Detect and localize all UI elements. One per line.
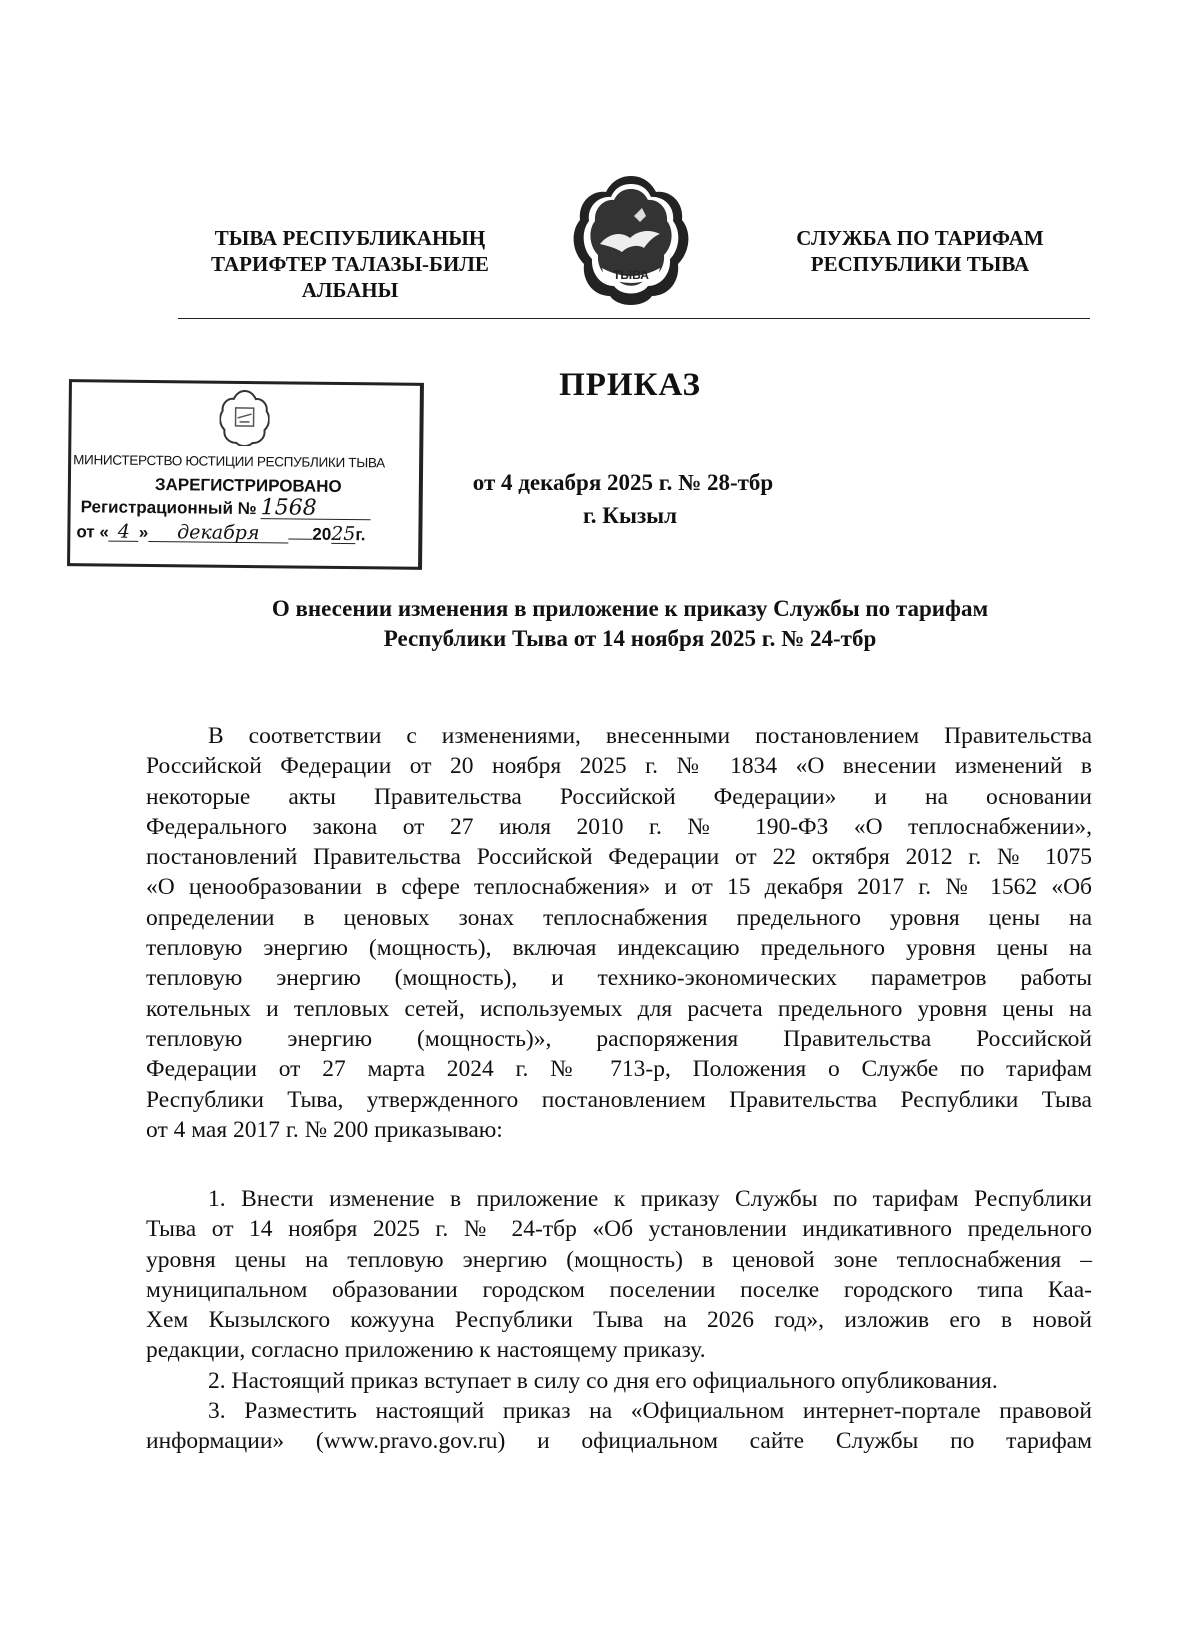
- text-line: муниципальном образовании городском поселении поселке городского типа Каа-: [146, 1276, 1092, 1303]
- header-divider: [178, 318, 1090, 319]
- order-item-1: [146, 1184, 1092, 1366]
- text-line: В соответствии с изменениями, внесенными постановлением Правительства: [208, 723, 1092, 749]
- text-line: уровня цены на тепловую энергию (мощность) в ценовой зоне теплоснабжения –: [146, 1246, 1092, 1273]
- document-title: ПРИКАЗ: [559, 367, 701, 403]
- stamp-year-prefix: 20: [312, 524, 332, 544]
- preamble-paragraph: [146, 721, 1092, 1145]
- stamp-day: 4: [109, 523, 139, 542]
- coat-of-arms-emblem: [572, 172, 690, 312]
- text-line: тепловую энергию (мощность)», распоряжения Правительства Российской: [146, 1025, 1092, 1052]
- stamp-year-suffix: 25: [331, 522, 356, 546]
- stamp-registered-label: ЗАРЕГИСТРИРОВАНО: [154, 475, 342, 497]
- stamp-emblem-icon: [219, 388, 270, 447]
- header-left-line: ТАРИФТЕР ТАЛАЗЫ-БИЛЕ: [211, 252, 489, 276]
- stamp-registration-number-row: [81, 496, 371, 520]
- header-right-title: [770, 225, 1070, 277]
- text-line: информации» (www.pravo.gov.ru) и официальном сайте Службы по тарифам: [146, 1428, 1092, 1455]
- text-line: Тыва от 14 ноября 2025 г. № 24-тбр «Об установлении индикативного предельного: [146, 1216, 1092, 1243]
- subject-line: Республики Тыва от 14 ноября 2025 г. № 24-тбр: [383, 626, 877, 651]
- registration-stamp: [67, 379, 424, 570]
- stamp-ministry-name: МИНИСТЕРСТВО ЮСТИЦИИ РЕСПУБЛИКИ ТЫВА: [73, 452, 385, 471]
- text-line: определении в ценовых зонах теплоснабжения предельного уровня цены на: [146, 904, 1092, 931]
- header-right-line: РЕСПУБЛИКИ ТЫВА: [810, 252, 1030, 276]
- header-left-line: ТЫВА РЕСПУБЛИКАНЫҢ: [214, 226, 486, 250]
- text-line: Федерации от 27 марта 2024 г. № 713-р, Положения о Службе по тарифам: [146, 1056, 1092, 1083]
- stamp-month: декабря: [148, 523, 288, 543]
- stamp-year-end: г.: [355, 525, 366, 545]
- text-line: тепловую энергию (мощность), включая индексацию предельного уровня цены на: [146, 935, 1092, 962]
- stamp-date-prefix: от «: [76, 522, 109, 542]
- text-line: Хем Кызылского кожууна Республики Тыва на 2026 год», изложив его в новой: [146, 1307, 1092, 1334]
- stamp-reg-number: 1568: [261, 498, 371, 520]
- text-line: Российской Федерации от 20 ноября 2025 г. № 1834 «О внесении изменений в: [146, 753, 1092, 780]
- text-line: 2. Настоящий приказ вступает в силу со дня его официального опубликования.: [208, 1368, 998, 1394]
- text-line: Республики Тыва, утвержденного постановлением Правительства Республики Тыва: [146, 1086, 1092, 1113]
- text-line: 3. Разместить настоящий приказ на «Официальном интернет-портале правовой: [208, 1398, 1092, 1424]
- text-line: тепловую энергию (мощность), и технико-экономических параметров работы: [146, 965, 1092, 992]
- text-line: 1. Внести изменение в приложение к приказу Службы по тарифам Республики: [208, 1186, 1092, 1212]
- text-line: Федерального закона от 27 июля 2010 г. № 190-ФЗ «О теплоснабжении»,: [146, 813, 1092, 840]
- text-line: котельных и тепловых сетей, используемых для расчета предельного уровня цены на: [146, 995, 1092, 1022]
- stamp-reg-label: Регистрационный №: [80, 497, 257, 519]
- text-line: редакции, согласно приложению к настоящему приказу.: [146, 1337, 706, 1364]
- document-date-number: от 4 декабря 2025 г. № 28-тбр: [472, 470, 774, 495]
- text-line: «О ценообразовании в сфере теплоснабжения» и от 15 декабря 2017 г. № 1562 «Об: [146, 874, 1092, 901]
- text-line: от 4 мая 2017 г. № 200 приказываю:: [146, 1116, 503, 1143]
- header-left-title: [170, 225, 530, 303]
- order-item-2: [146, 1366, 1092, 1396]
- text-line: некоторые акты Правительства Российской Федерации» и на основании: [146, 783, 1092, 810]
- subject-line: О внесении изменения в приложение к приказу Службы по тарифам: [271, 596, 989, 621]
- order-item-3: [146, 1396, 1092, 1457]
- header-left-line: АЛБАНЫ: [301, 278, 399, 302]
- document-city: г. Кызыл: [582, 503, 678, 528]
- stamp-date-row: [76, 522, 365, 545]
- document-subject: [160, 594, 1100, 654]
- header-right-line: СЛУЖБА ПО ТАРИФАМ: [796, 226, 1044, 250]
- text-line: постановлений Правительства Российской Федерации от 22 октября 2012 г. № 1075: [146, 844, 1092, 871]
- stamp-date-mid: »: [138, 522, 149, 542]
- emblem-label: ТЫВА: [613, 268, 649, 282]
